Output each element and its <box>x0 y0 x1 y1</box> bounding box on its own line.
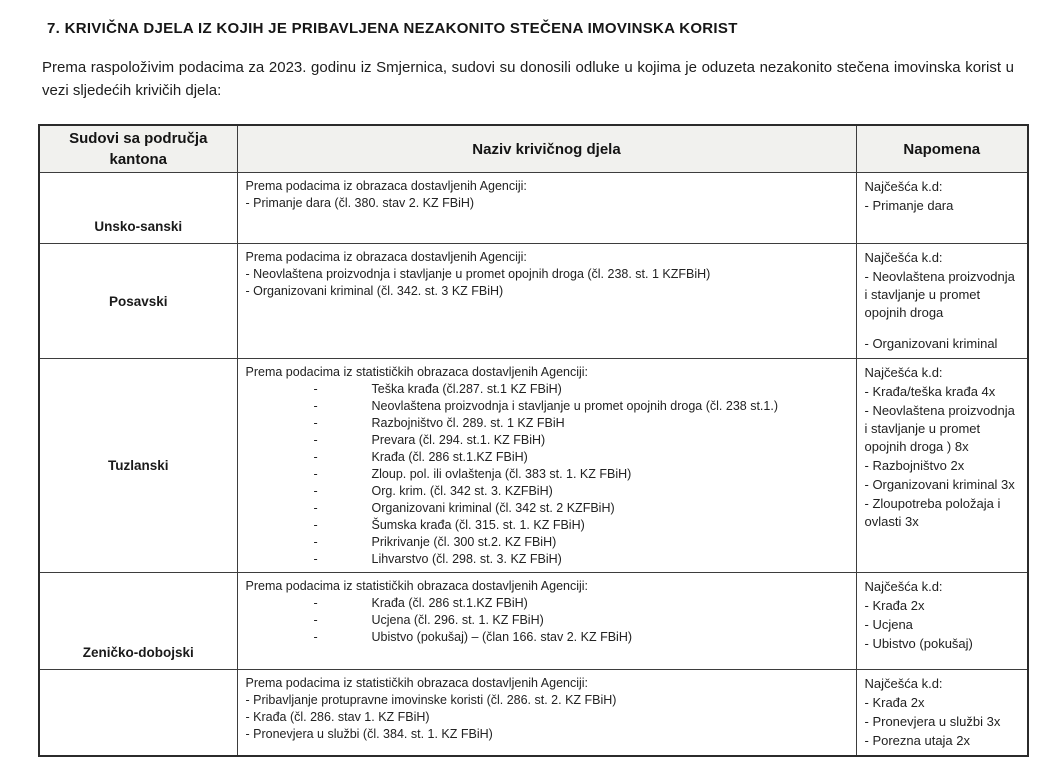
table-row <box>39 670 1028 757</box>
offense-text: Neovlaštena proizvodnja i stavljanje u promet opojnih droga (čl. 238 st.1.) <box>371 399 778 413</box>
canton-label: Posavski <box>108 293 168 309</box>
offense-item: - Pribavljanje protupravne imovinske koristi (čl. 286. st. 2. KZ FBiH) <box>245 693 617 707</box>
dash-bullet: - <box>313 535 318 549</box>
dash-bullet: - <box>313 450 318 464</box>
dash-bullet: - <box>313 596 318 610</box>
intro-paragraph: Prema raspoloživim podacima za 2023. godinu iz Smjernica, sudovi su donosili odluke u kojima je oduzeta nezakonito stečena imovinska korist u vezi sljedećih krivičih djela: <box>42 59 1014 99</box>
offense-text: Prikrivanje (čl. 300 st.2. KZ FBiH) <box>371 535 557 549</box>
dash-bullet: - <box>313 613 318 627</box>
offense-text: Krađa (čl. 286 st.1.KZ FBiH) <box>371 596 528 610</box>
note-item: - Neovlaštena proizvodnja i stavljanje u promet opojnih droga <box>864 269 1015 320</box>
offense-item: - Krađa (čl. 286. stav 1. KZ FBiH) <box>245 710 430 724</box>
note-cell <box>856 573 1028 670</box>
offense-intro: Prema podacima iz obrazaca dostavljenih Agenciji: <box>245 250 527 264</box>
offense-list <box>246 381 846 567</box>
note-cell <box>856 670 1028 757</box>
offense-intro: Prema podacima iz statističkih obrazaca dostavljenih Agenciji: <box>245 365 589 379</box>
offense-text: Organizovani kriminal (čl. 342 st. 2 KZFBiH) <box>371 501 615 515</box>
offense-item <box>246 381 846 397</box>
canton-label: Tuzlanski <box>107 458 169 473</box>
header-offense-name: Naziv krivičnog djela <box>237 125 856 173</box>
note-item: - Zloupotreba položaja i ovlasti 3x <box>864 496 1001 529</box>
header-note: Napomena <box>856 125 1028 173</box>
offense-list <box>246 692 846 742</box>
canton-cell <box>39 359 237 573</box>
offense-item: - Primanje dara (čl. 380. stav 2. KZ FBiH) <box>245 196 475 210</box>
offense-text: Prevara (čl. 294. st.1. KZ FBiH) <box>371 433 546 447</box>
table-row <box>39 359 1028 573</box>
note-title: Najčešća k.d: <box>864 579 943 594</box>
dash-bullet: - <box>313 382 318 396</box>
offense-list <box>246 595 846 645</box>
canton-label: Zeničko-dobojski <box>82 645 194 660</box>
table-row <box>39 173 1028 244</box>
dash-bullet: - <box>313 501 318 515</box>
note-item: - Pronevjera u službi 3x <box>864 714 1001 729</box>
crime-table <box>38 124 1029 757</box>
note-title: Najčešća k.d: <box>864 179 943 194</box>
offense-list <box>246 195 846 211</box>
page-title: 7. KRIVIČNA DJELA IZ KOJIH JE PRIBAVLJENA NEZAKONITO STEČENA IMOVINSKA KORIST <box>47 20 738 37</box>
offense-intro: Prema podacima iz statističkih obrazaca dostavljenih Agenciji: <box>245 676 589 690</box>
offense-item <box>246 629 846 645</box>
offense-item <box>246 415 846 431</box>
canton-cell <box>39 244 237 359</box>
offense-text: Ucjena (čl. 296. st. 1. KZ FBiH) <box>371 613 544 627</box>
offense-text: Zloup. pol. ili ovlaštenja (čl. 383 st. 1. KZ FBiH) <box>371 467 632 481</box>
canton-label: Unsko-sanski <box>94 219 183 234</box>
table-row <box>39 573 1028 670</box>
table-header-row <box>39 125 1028 173</box>
note-cell <box>856 244 1028 359</box>
offense-intro: Prema podacima iz statističkih obrazaca dostavljenih Agenciji: <box>245 579 589 593</box>
offense-text: Razbojništvo čl. 289. st. 1 KZ FBiH <box>371 416 565 430</box>
table-row <box>39 244 1028 359</box>
note-cell <box>856 359 1028 573</box>
note-title: Najčešća k.d: <box>864 676 943 691</box>
canton-cell <box>39 173 237 244</box>
dash-bullet: - <box>313 630 318 644</box>
offense-cell <box>237 244 856 359</box>
note-item: - Organizovani kriminal <box>864 336 998 351</box>
offense-cell <box>237 173 856 244</box>
offense-text: Šumska krađa (čl. 315. st. 1. KZ FBiH) <box>371 518 585 532</box>
offense-item: - Neovlaštena proizvodnja i stavljanje u promet opojnih droga (čl. 238. st. 1 KZFBiH) <box>245 267 711 281</box>
offense-item <box>246 398 846 414</box>
dash-bullet: - <box>313 484 318 498</box>
offense-item <box>246 500 846 516</box>
offense-item <box>246 517 846 533</box>
note-item: - Porezna utaja 2x <box>864 733 971 748</box>
offense-cell <box>237 670 856 757</box>
canton-cell <box>39 573 237 670</box>
offense-intro: Prema podacima iz obrazaca dostavljenih Agenciji: <box>245 179 527 193</box>
offense-list <box>246 266 846 299</box>
note-title: Najčešća k.d: <box>864 250 943 265</box>
dash-bullet: - <box>313 399 318 413</box>
dash-bullet: - <box>313 433 318 447</box>
offense-item <box>246 449 846 465</box>
offense-item <box>246 466 846 482</box>
note-item: - Neovlaštena proizvodnja i stavljanje u promet opojnih droga ) 8x <box>864 403 1015 454</box>
note-item: - Organizovani kriminal 3x <box>864 477 1015 492</box>
dash-bullet: - <box>313 467 318 481</box>
offense-item <box>246 432 846 448</box>
offense-item <box>246 483 846 499</box>
offense-cell <box>237 573 856 670</box>
note-item: - Primanje dara <box>864 198 954 213</box>
offense-item <box>246 595 846 611</box>
note-item: - Krađa 2x <box>864 695 925 710</box>
offense-cell <box>237 359 856 573</box>
dash-bullet: - <box>313 416 318 430</box>
note-cell <box>856 173 1028 244</box>
note-item: - Ucjena <box>864 617 913 632</box>
note-title: Najčešća k.d: <box>864 365 943 380</box>
dash-bullet: - <box>313 518 318 532</box>
offense-item <box>246 534 846 550</box>
offense-item: - Pronevjera u službi (čl. 384. st. 1. KZ FBiH) <box>245 727 493 741</box>
note-item: - Ubistvo (pokušaj) <box>864 636 973 651</box>
dash-bullet: - <box>313 552 318 566</box>
offense-item <box>246 612 846 628</box>
offense-item: - Organizovani kriminal (čl. 342. st. 3 KZ FBiH) <box>245 284 504 298</box>
offense-text: Teška krađa (čl.287. st.1 KZ FBiH) <box>371 382 562 396</box>
note-item: - Razbojništvo 2x <box>864 458 965 473</box>
offense-text: Krađa (čl. 286 st.1.KZ FBiH) <box>371 450 528 464</box>
offense-text: Org. krim. (čl. 342 st. 3. KZFBiH) <box>371 484 553 498</box>
header-canton: Sudovi sa područja kantona <box>39 125 237 173</box>
offense-text: Lihvarstvo (čl. 298. st. 3. KZ FBiH) <box>371 552 562 566</box>
note-item: - Krađa 2x <box>864 598 925 613</box>
offense-text: Ubistvo (pokušaj) – (član 166. stav 2. KZ FBiH) <box>371 630 633 644</box>
offense-item <box>246 551 846 567</box>
table-body <box>39 173 1028 757</box>
canton-cell <box>39 670 237 757</box>
note-item: - Krađa/teška krađa 4x <box>864 384 996 399</box>
